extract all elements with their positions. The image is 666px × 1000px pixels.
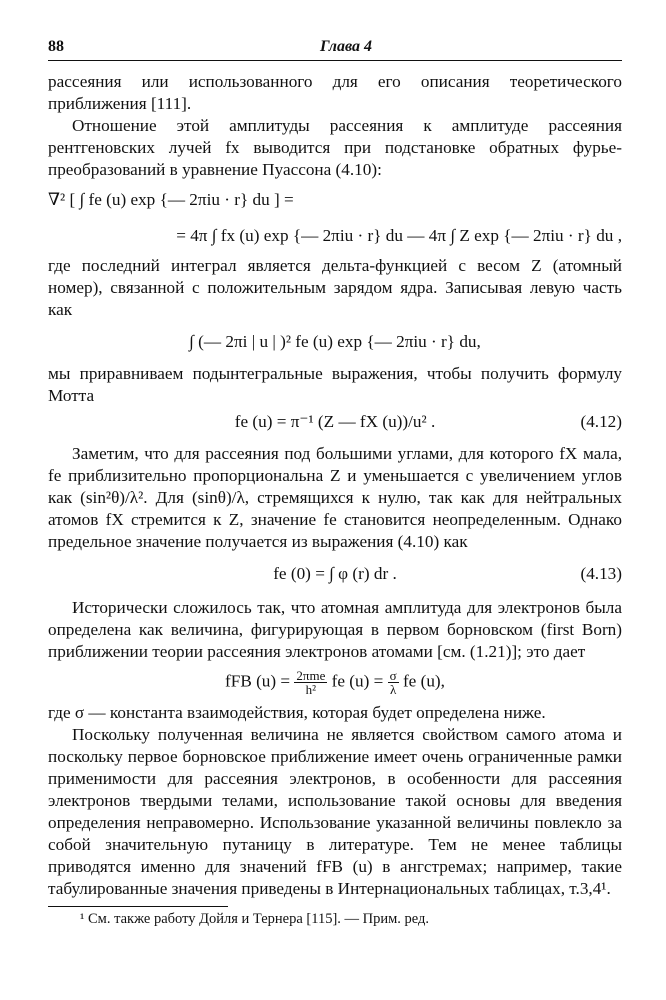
paragraph-4: мы приравниваем подынтегральные выражения, чтобы получить формулу Мотта <box>48 364 622 405</box>
fraction-denominator: h² <box>305 682 317 697</box>
running-header <box>48 38 622 61</box>
paragraph-2: Отношение этой амплитуды рассеяния к амплитуде рассеяния рентгеновских лучей fx выводится при подстановке обратных фурье-преобразований в уравнение Пуассона (4.10): <box>48 116 622 179</box>
paragraph-1: рассеяния или использованного для его описания теоретического приближения [111]. <box>48 72 622 113</box>
equation-poisson-line2: = 4π ∫ fx (u) exp {— 2πiu · r} du — 4π ∫ Z exp {— 2πiu · r} du , <box>176 226 622 245</box>
equation-limit <box>48 563 622 585</box>
paragraph-5: Заметим, что для рассеяния под большими углами, для которого fX мала, fe приблизительно пропорциональна Z и уменьшается с увеличением углов как (sin²θ)/λ². Для (sinθ)/λ, стремящихся к нулю, так как для нейтральных атомов fX стремится к Z, значение fe становится неопределенным. Однако предельное значение получается из выражения (4.10) как <box>48 444 622 551</box>
born-left: fFB (u) = <box>225 671 291 691</box>
mott-formula: fe (u) = π⁻¹ (Z — fX (u))/u² . <box>234 412 436 431</box>
equation-number-4-13: (4.13) <box>580 564 622 583</box>
limit-formula: fe (0) = ∫ φ (r) dr . <box>273 564 397 583</box>
fraction-numerator: σ <box>389 668 397 683</box>
footnote-rule <box>48 906 228 907</box>
chapter-title: Глава 4 <box>319 38 372 55</box>
equation-poisson-line1: ∇² [ ∫ fe (u) exp {— 2πiu · r} du ] = <box>48 190 294 209</box>
fraction-denominator: λ <box>389 682 397 697</box>
fraction-numerator: 2πme <box>296 668 326 683</box>
born-middle: fe (u) = <box>331 671 384 691</box>
equation-mott <box>48 411 622 433</box>
page <box>48 38 622 928</box>
paragraph-6: Исторически сложилось так, что атомная амплитуда для электронов была определена как величина, фигурирующая в первом борновском (first Born) приближении теории рассеяния электронов атомами [см. (1.21)]; это дает <box>48 598 622 661</box>
equation-born <box>48 669 622 696</box>
paragraph-7: где σ — константа взаимодействия, которая будет определена ниже. <box>48 703 546 722</box>
paragraph-3: где последний интеграл является дельта-функцией с весом Z (атомный номер), связанной с положительным зарядом ядра. Записывая левую часть как <box>48 256 622 319</box>
fraction-2pime-h2 <box>294 669 327 696</box>
fraction-sigma-lambda <box>388 669 399 696</box>
born-right: fe (u), <box>402 671 445 691</box>
paragraph-8: Поскольку полученная величина не является свойством самого атома и поскольку первое борновское приближение имеет очень ограниченные рамки применимости для рассеяния электронов, в особенности для рассеяния электронов твердыми телами, использование такой основы для введения определения неправомерно. Использование указанной величины повлекло за собой значительную путаницу в литературе. Тем не менее таблицы приводятся именно для значений fFB (u) в ангстремах; например, такие табулированные значения приведены в Интернациональных таблицах, т.3,4¹. <box>48 725 622 898</box>
equation-number-4-12: (4.12) <box>580 412 622 431</box>
equation-integral: ∫ (— 2πi | u | )² fe (u) exp {— 2πiu · r} du, <box>189 332 481 351</box>
footnote: ¹ См. также работу Дойля и Тернера [115]. — Прим. ред. <box>80 911 430 927</box>
page-number: 88 <box>48 38 64 55</box>
